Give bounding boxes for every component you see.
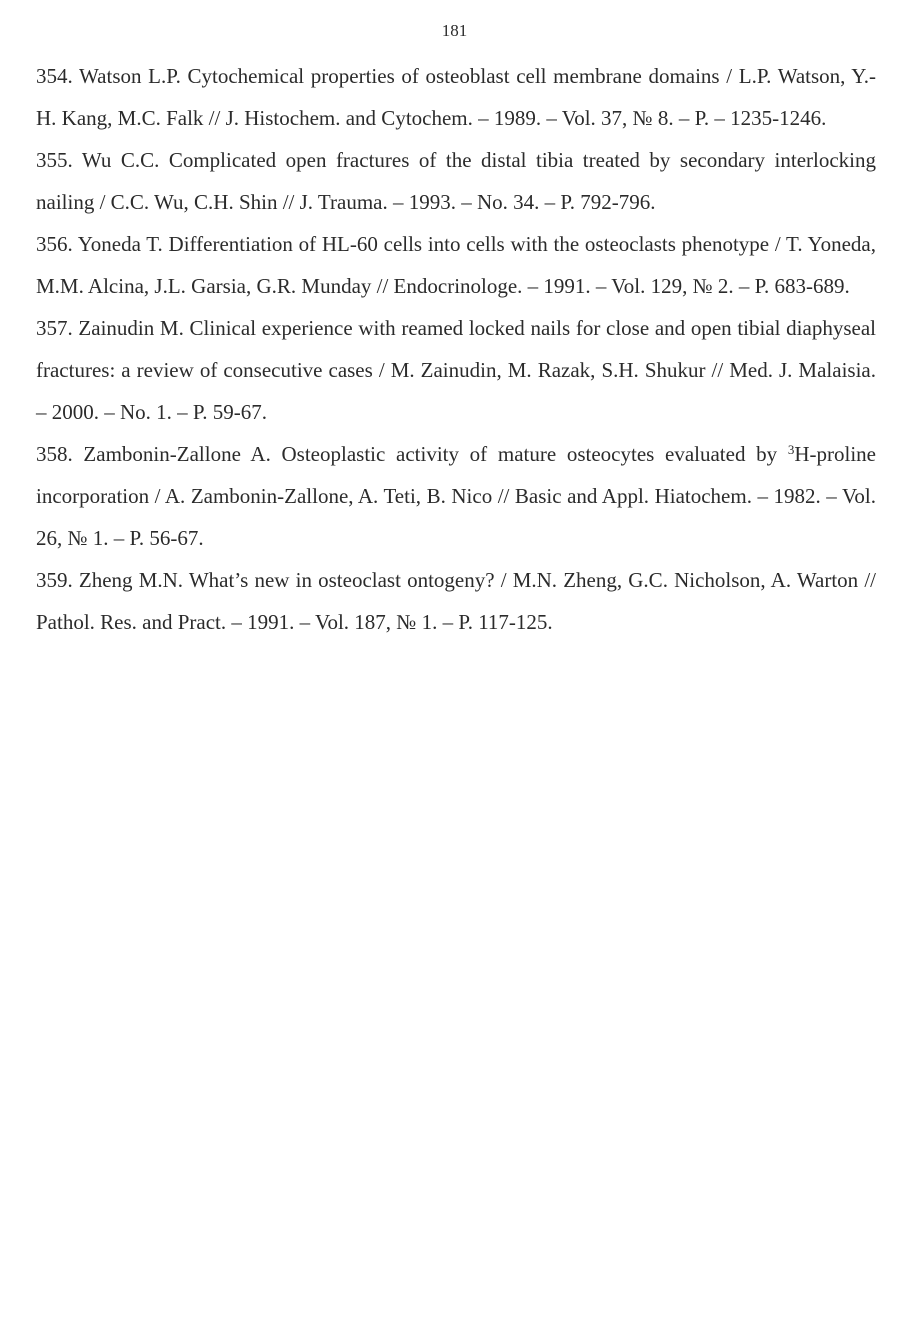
reference-355: 355. Wu C.C. Complicated open fractures of the distal tibia treated by secondary interlocking nailing / C.C. Wu, C.H. Shin // J. Trauma. – 1993. – No. 34. – P. 792-796.	[36, 148, 876, 214]
reference-357: 357. Zainudin M. Clinical experience with reamed locked nails for close and open tibial diaphyseal fractures: a review of consecutive cases / M. Zainudin, M. Razak, S.H. Shukur // Med. J. Malaisia. – 2000. – No. 1. – P. 59-67.	[36, 316, 876, 424]
isotope-superscript: 3	[787, 442, 795, 457]
reference-359: 359. Zheng M.N. What’s new in osteoclast ontogeny? / M.N. Zheng, G.C. Nicholson, A. Warton // Pathol. Res. and Pract. – 1991. – Vol. 187, № 1. – P. 117-125.	[36, 568, 876, 634]
reference-358	[36, 433, 876, 559]
reference-list	[36, 55, 876, 643]
reference-358-text-before: 358. Zambonin-Zallone A. Osteoplastic activity of mature osteocytes evaluated by	[36, 442, 788, 466]
reference-354: 354. Watson L.P. Cytochemical properties of osteoblast cell membrane domains / L.P. Watson, Y.-H. Kang, M.C. Falk // J. Histochem. and Cytochem. – 1989. – Vol. 37, № 8. – P. – 1235-1246.	[36, 64, 876, 130]
page-number: 181	[441, 21, 468, 40]
reference-358-text-after: H-proline incorporation / A. Zambonin-Zallone, A. Teti, B. Nico // Basic and Appl. Hiatochem. – 1982. – Vol. 26, № 1. – P. 56-67.	[36, 442, 876, 550]
reference-356: 356. Yoneda T. Differentiation of HL-60 cells into cells with the osteoclasts phenotype / T. Yoneda, M.M. Alcina, J.L. Garsia, G.R. Munday // Endocrinologe. – 1991. – Vol. 129, № 2. – P. 683-689.	[36, 232, 876, 298]
